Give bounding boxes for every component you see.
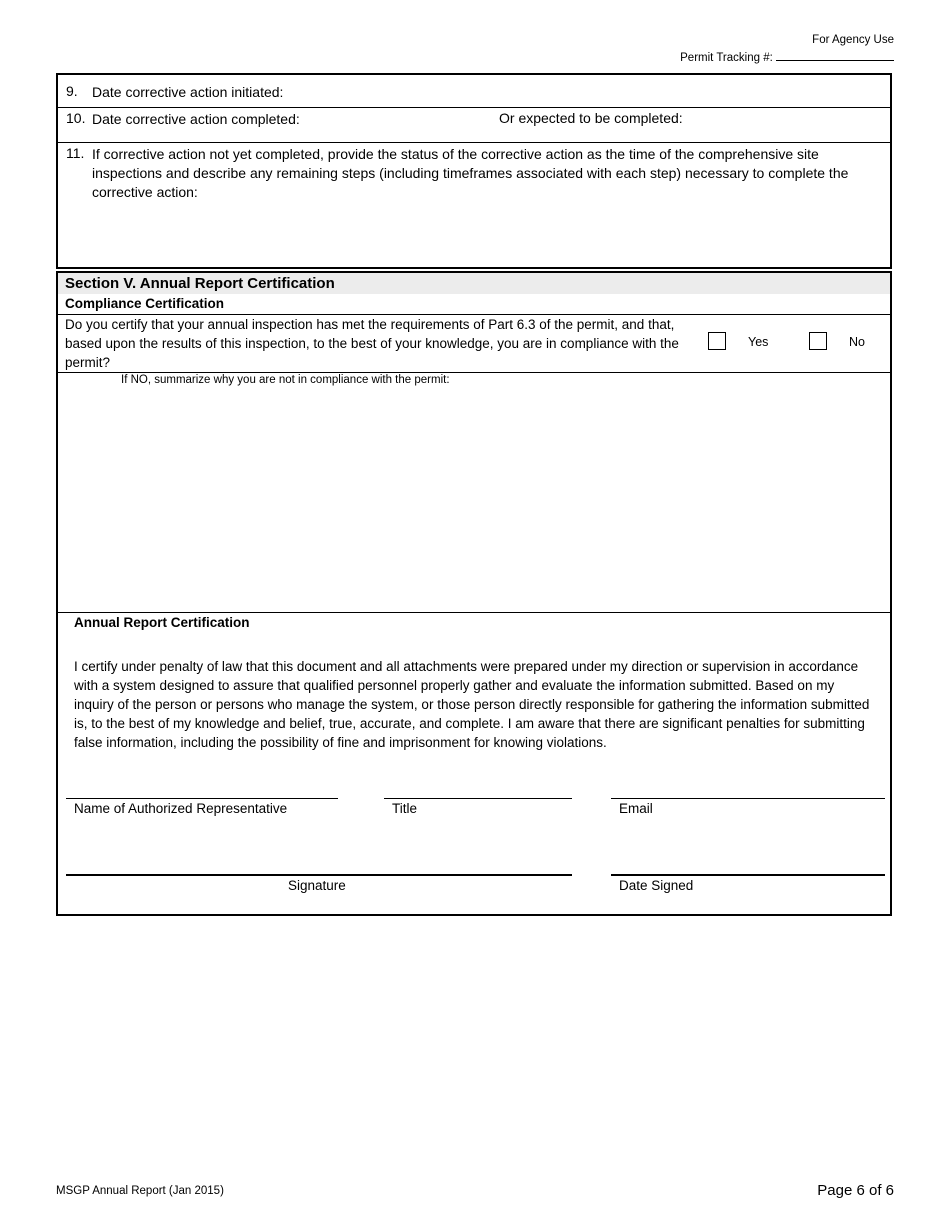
item-11-number: 11. (66, 145, 85, 161)
email-label: Email (619, 801, 653, 816)
yes-label: Yes (748, 335, 769, 349)
signature-label: Signature (288, 878, 346, 893)
title-label: Title (392, 801, 418, 816)
compliance-question: Do you certify that your annual inspection has met the requirements of Part 6.3 of the permit, and that, based upon the results of this inspection, to the best of your knowledge, you are in compliance with the permit? (65, 317, 679, 370)
item-9-number: 9. (66, 83, 78, 99)
if-no-label: If NO, summarize why you are not in compliance with the permit: (121, 374, 450, 386)
date-signed-label: Date Signed (619, 878, 694, 893)
section-5-box (56, 271, 892, 916)
section-title: Section V. Annual Report Certification (65, 275, 335, 292)
item-9-label: Date corrective action initiated: (92, 84, 284, 100)
document-name: MSGP Annual Report (Jan 2015) (56, 1185, 224, 1197)
name-label: Name of Authorized Representative (74, 801, 288, 816)
annual-report-certification-title: Annual Report Certification (74, 615, 250, 630)
item-10-alt-label: Or expected to be completed: (499, 110, 683, 126)
item-11-label: If corrective action not yet completed, provide the status of the corrective action as the time of the comprehensive site inspections and describe any remaining steps (including timeframes associated with each step) necessary to complete the corrective action: (92, 146, 849, 200)
divider (58, 107, 890, 108)
divider (58, 372, 890, 373)
title-line[interactable] (384, 798, 572, 799)
item-10-number: 10. (66, 110, 86, 126)
certification-statement: I certify under penalty of law that this document and all attachments were prepared under my direction or supervision in accordance with a system designed to assure that qualified personnel properly gather and evaluate the information submitted. Based on my inquiry of the person or persons who manage the system, or those person directly responsible for gathering the information submitted is, to the best of my knowledge and belief, true, accurate, and complete. I am aware that there are significant penalties for submitting false information, including the possibility of fine and imprisonment for knowing violations. (74, 659, 870, 750)
divider (58, 612, 890, 613)
item-10-label: Date corrective action completed: (92, 111, 300, 127)
no-checkbox[interactable] (809, 332, 827, 350)
permit-tracking-label: Permit Tracking #: (680, 52, 773, 64)
date-signed-line[interactable] (611, 874, 885, 876)
yes-checkbox[interactable] (708, 332, 726, 350)
compliance-certification-title: Compliance Certification (65, 296, 225, 311)
divider (58, 142, 890, 143)
page-number: Page 6 of 6 (817, 1182, 894, 1199)
no-label: No (849, 335, 865, 349)
permit-tracking (680, 49, 894, 64)
agency-use-label: For Agency Use (812, 34, 894, 46)
corrective-action-box (56, 73, 892, 269)
signature-line[interactable] (66, 874, 572, 876)
name-line[interactable] (66, 798, 338, 799)
email-line[interactable] (611, 798, 885, 799)
permit-tracking-input[interactable] (776, 49, 894, 61)
